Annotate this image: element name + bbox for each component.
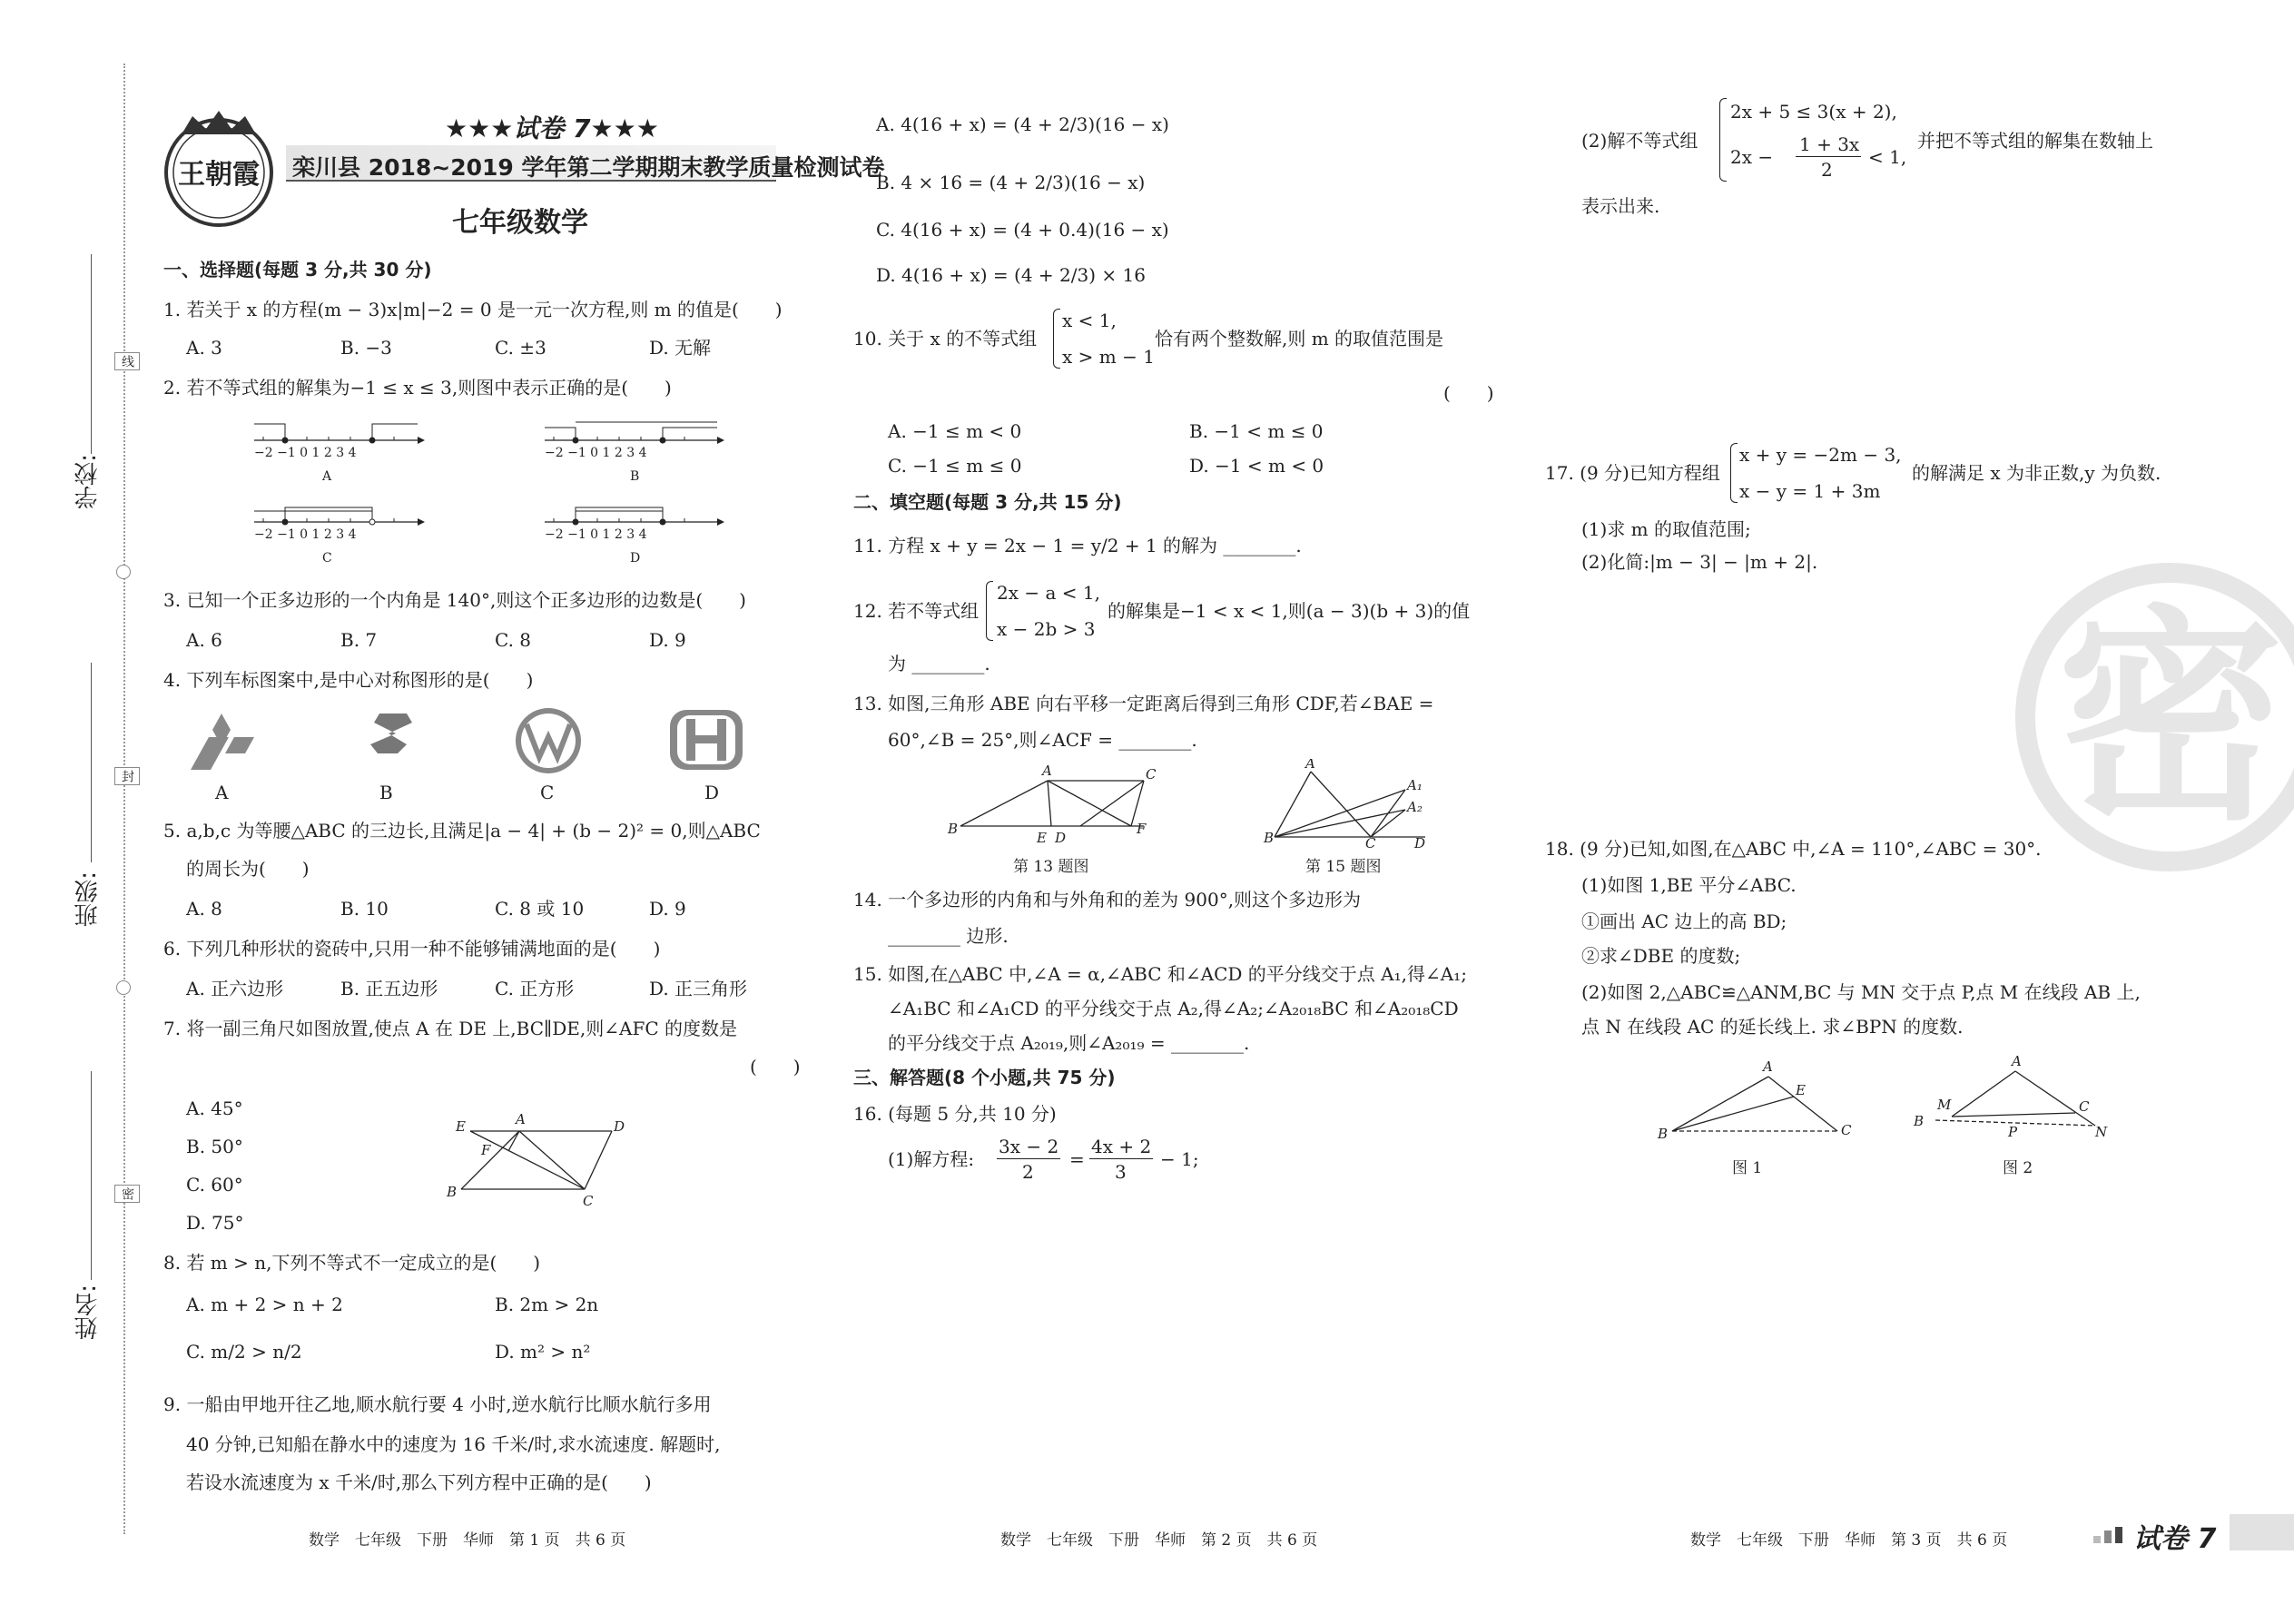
svg-text:E: E: [456, 1118, 466, 1135]
q16-system-2a: 2x −: [1730, 146, 1774, 168]
q12-brace: [986, 581, 993, 641]
q6-option-d: D. 正三角形: [649, 978, 748, 999]
q12-system-2: x − 2b > 3: [997, 618, 1096, 640]
fraction-bar: [997, 1158, 1060, 1159]
q16-system-frac-den: 2: [1821, 159, 1833, 181]
q16-tail: 并把不等式组的解集在数轴上: [1917, 130, 2153, 152]
q7-option-d: D. 75°: [186, 1212, 244, 1234]
q10-option-a: A. −1 ≤ m < 0: [888, 420, 1022, 442]
q16-frac1-num: 3x − 2: [999, 1136, 1059, 1157]
section-1-heading: 一、选择题(每题 3 分,共 30 分): [163, 259, 432, 281]
question-12: 12. 若不等式组: [853, 600, 980, 622]
question-2: 2. 若不等式组的解集为−1 ≤ x ≤ 3,则图中表示正确的是( ): [163, 377, 672, 399]
q5-option-c: C. 8 或 10: [495, 898, 585, 920]
svg-text:−2 −1 0 1 2 3 4: −2 −1 0 1 2 3 4: [254, 527, 357, 542]
footer-badge: 试卷 7: [2133, 1523, 2217, 1555]
q10-answer-paren: ( ): [1443, 382, 1494, 404]
q10-option-b: B. −1 < m ≤ 0: [1189, 420, 1324, 442]
q18-part-1b: ②求∠DBE 的度数;: [1581, 945, 1741, 967]
q7-option-b: B. 50°: [186, 1136, 243, 1157]
q9-option-d: D. 4(16 + x) = (4 + 2/3) × 16: [876, 264, 1146, 286]
q16-equals: =: [1069, 1148, 1085, 1170]
seal-mark-1: 线: [114, 352, 140, 370]
q5-option-b: B. 10: [340, 898, 389, 920]
q18-part-1: (1)如图 1,BE 平分∠ABC.: [1581, 874, 1797, 896]
svg-text:C: C: [1841, 1122, 1852, 1138]
svg-text:A: A: [1042, 763, 1052, 779]
q6-option-b: B. 正五边形: [340, 978, 438, 999]
svg-text:N: N: [2095, 1124, 2108, 1140]
q18-part-2-line-2: 点 N 在线段 AC 的延长线上. 求∠BPN 的度数.: [1581, 1016, 1964, 1038]
svg-text:F: F: [481, 1142, 491, 1158]
svg-text:B: B: [447, 1184, 458, 1200]
exam-title: 栾川县 2018~2019 学年第二学期期末教学质量检测试卷: [292, 154, 885, 181]
q18-figures: [1656, 1053, 2146, 1162]
question-7: 7. 将一副三角尺如图放置,使点 A 在 DE 上,BC∥DE,则∠AFC 的度数是: [163, 1018, 738, 1039]
q12-system-1: 2x − a < 1,: [997, 582, 1100, 604]
q16-frac2-den: 3: [1115, 1161, 1127, 1183]
svg-text:D: D: [614, 1118, 625, 1135]
binding-hole-icon: [116, 980, 131, 995]
name-label: 姓名:: [74, 1284, 102, 1340]
q1-option-d: D. 无解: [649, 337, 712, 359]
binding-dotted-line: [123, 64, 125, 1534]
svg-text:−2 −1 0 1 2 3 4: −2 −1 0 1 2 3 4: [254, 446, 357, 460]
svg-text:B: B: [948, 821, 959, 837]
q15-figure: [1262, 759, 1443, 850]
q8-option-b: B. 2m > 2n: [495, 1294, 599, 1315]
svg-text:A: A: [322, 469, 332, 484]
question-15-line-2: ∠A₁BC 和∠A₁CD 的平分线交于点 A₂,得∠A₂;∠A₂₀₁₈BC 和∠A₂₀₁₈CD: [888, 998, 1459, 1019]
q12-tail: 的解集是−1 < x < 1,则(a − 3)(b + 3)的值: [1108, 600, 1471, 622]
svg-text:C: C: [1146, 766, 1157, 782]
q2-number-lines: [245, 413, 790, 576]
q18-figure-1-caption: 图 1: [1732, 1159, 1763, 1177]
svg-text:D: D: [1055, 830, 1067, 844]
q9-option-b: B. 4 × 16 = (4 + 2/3)(16 − x): [876, 172, 1146, 193]
svg-text:M: M: [1937, 1097, 1952, 1113]
school-line: [91, 254, 92, 454]
question-14-line-1: 14. 一个多边形的内角和与外角和的差为 900°,则这个多边形为: [853, 889, 1362, 910]
svg-text:C: C: [583, 1193, 594, 1209]
svg-text:D: D: [1414, 835, 1426, 850]
q17-system-2: x − y = 1 + 3m: [1739, 480, 1881, 502]
question-9-line-2: 40 分钟,已知船在静水中的速度为 16 千米/时,求水流速度. 解题时,: [186, 1433, 721, 1455]
q10-system-2: x > m − 1: [1062, 346, 1155, 368]
svg-text:A: A: [2012, 1053, 2022, 1069]
svg-text:王朝霞: 王朝霞: [178, 159, 260, 191]
confidential-watermark: 密: [2015, 563, 2294, 871]
q3-option-b: B. 7: [340, 629, 378, 651]
question-16: 16. (每题 5 分,共 10 分): [853, 1103, 1057, 1125]
section-2-heading: 二、填空题(每题 3 分,共 15 分): [853, 491, 1122, 513]
question-8: 8. 若 m > n,下列不等式不一定成立的是( ): [163, 1252, 541, 1274]
q3-option-a: A. 6: [186, 629, 222, 651]
seal-mark-3: 密: [114, 1185, 140, 1203]
question-3: 3. 已知一个正多边形的一个内角是 140°,则这个正多边形的边数是( ): [163, 589, 746, 611]
q1-option-a: A. 3: [186, 337, 222, 359]
q17-brace: [1730, 443, 1738, 503]
question-11: 11. 方程 x + y = 2x − 1 = y/2 + 1 的解为 ________.: [853, 535, 1302, 556]
binding-hole-icon: [116, 565, 131, 579]
q16-system-2b: < 1,: [1868, 146, 1907, 168]
q4-car-logos: [182, 706, 763, 797]
q1-option-c: C. ±3: [495, 337, 546, 359]
svg-text:E: E: [1796, 1082, 1806, 1098]
q10-system-1: x < 1,: [1062, 310, 1117, 331]
question-1: 1. 若关于 x 的方程(m − 3)x|m|−2 = 0 是一元一次方程,则 m 的值是( ): [163, 299, 783, 320]
class-label: 班级:: [74, 871, 102, 927]
q5-option-a: A. 8: [186, 898, 222, 920]
q7-figure: [445, 1109, 635, 1209]
svg-text:C: C: [2079, 1098, 2090, 1115]
q16-eq-tail: − 1;: [1160, 1148, 1199, 1170]
q8-option-c: C. m/2 > n/2: [186, 1341, 302, 1363]
q17-tail: 的解满足 x 为非正数,y 为负数.: [1912, 462, 2161, 484]
q15-figure-caption: 第 15 题图: [1305, 858, 1382, 876]
q7-option-c: C. 60°: [186, 1174, 243, 1196]
paper-badge: ★★★试卷 7★★★: [445, 113, 659, 143]
question-14-line-2: ________ 边形.: [888, 925, 1009, 947]
q6-option-c: C. 正方形: [495, 978, 575, 999]
question-9-line-1: 9. 一船由甲地开往乙地,顺水航行要 4 小时,逆水航行比顺水航行多用: [163, 1393, 712, 1415]
q17-system-1: x + y = −2m − 3,: [1739, 444, 1902, 466]
class-line: [91, 663, 92, 862]
question-5-cont: 的周长为( ): [186, 858, 310, 880]
question-13-line-2: 60°,∠B = 25°,则∠ACF = ________.: [888, 729, 1197, 751]
q16-brace: [1719, 98, 1727, 182]
q9-option-a: A. 4(16 + x) = (4 + 2/3)(16 − x): [876, 113, 1169, 135]
svg-text:C: C: [1365, 835, 1376, 850]
q10-option-d: D. −1 < m < 0: [1189, 455, 1324, 477]
school-label: 学校:: [74, 454, 102, 509]
question-10: 10. 关于 x 的不等式组: [853, 328, 1038, 349]
q10-option-c: C. −1 ≤ m ≤ 0: [888, 455, 1022, 477]
q13-figure-caption: 第 13 题图: [1013, 858, 1089, 876]
question-15-line-1: 15. 如图,在△ABC 中,∠A = α,∠ABC 和∠ACD 的平分线交于点 A₁,得∠A₁;: [853, 963, 1467, 985]
footer-tab: [2230, 1514, 2294, 1550]
q18-part-2-line-1: (2)如图 2,△ABC≌△ANM,BC 与 MN 交于点 P,点 M 在线段 AB 上,: [1581, 981, 2141, 1003]
q7-option-a: A. 45°: [186, 1097, 243, 1119]
q10-brace: [1053, 309, 1060, 369]
q16-system-frac-num: 1 + 3x: [1799, 133, 1860, 155]
footer-page-3: 数学 七年级 下册 华师 第 3 页 共 6 页: [1690, 1531, 2008, 1550]
svg-text:A: A: [516, 1111, 526, 1127]
footer-page-2: 数学 七年级 下册 华师 第 2 页 共 6 页: [1000, 1531, 1318, 1550]
q16-frac1-den: 2: [1022, 1161, 1034, 1183]
question-15-line-3: 的平分线交于点 A₂₀₁₉,则∠A₂₀₁₉ = ________.: [888, 1032, 1250, 1054]
q4-label-b: B: [379, 782, 393, 803]
svg-text:B: B: [630, 469, 640, 484]
q12-cont: 为 ________.: [888, 653, 990, 674]
section-3-heading: 三、解答题(8 个小题,共 75 分): [853, 1067, 1116, 1088]
svg-text:B: B: [1914, 1113, 1925, 1129]
q16-part-1-label: (1)解方程:: [888, 1148, 975, 1170]
q8-option-a: A. m + 2 > n + 2: [186, 1294, 343, 1315]
seal-mark-2: 封: [114, 767, 140, 785]
q1-option-b: B. −3: [340, 337, 392, 359]
q7-answer-paren: ( ): [750, 1056, 801, 1078]
svg-text:A: A: [1763, 1058, 1773, 1075]
q4-label-a: A: [215, 782, 229, 803]
q16-part-2-label: (2)解不等式组: [1581, 130, 1698, 152]
svg-text:P: P: [2008, 1124, 2018, 1140]
q8-option-d: D. m² > n²: [495, 1341, 591, 1363]
q18-part-1a: ①画出 AC 边上的高 BD;: [1581, 910, 1787, 932]
svg-text:A₁: A₁: [1407, 777, 1423, 793]
question-9-line-3: 若设水流速度为 x 千米/时,那么下列方程中正确的是( ): [186, 1471, 652, 1493]
q17-part-1: (1)求 m 的取值范围;: [1581, 518, 1751, 540]
q13-figure: [944, 763, 1180, 844]
svg-text:C: C: [322, 551, 332, 566]
q10-tail: 恰有两个整数解,则 m 的取值范围是: [1155, 328, 1444, 349]
publisher-logo: [156, 107, 281, 232]
q16-frac2-num: 4x + 2: [1091, 1136, 1152, 1157]
footer-page-1: 数学 七年级 下册 华师 第 1 页 共 6 页: [309, 1531, 626, 1550]
question-6: 6. 下列几种形状的瓷砖中,只用一种不能够铺满地面的是( ): [163, 938, 661, 960]
svg-text:E: E: [1037, 830, 1047, 844]
svg-text:−2 −1 0 1 2 3 4: −2 −1 0 1 2 3 4: [545, 446, 647, 460]
footer-dots-icon: [2093, 1527, 2126, 1543]
question-17: 17. (9 分)已知方程组: [1545, 462, 1720, 484]
svg-text:A₂: A₂: [1407, 799, 1423, 815]
q3-option-d: D. 9: [649, 629, 686, 651]
question-13-line-1: 13. 如图,三角形 ABE 向右平移一定距离后得到三角形 CDF,若∠BAE =: [853, 693, 1434, 714]
q4-label-d: D: [704, 782, 720, 803]
question-18: 18. (9 分)已知,如图,在△ABC 中,∠A = 110°,∠ABC = 30°.: [1545, 838, 2042, 860]
question-5: 5. a,b,c 为等腰△ABC 的三边长,且满足|a − 4| + (b − 2)² = 0,则△ABC: [163, 820, 761, 842]
q16-tail-2: 表示出来.: [1581, 195, 1660, 217]
svg-text:B: B: [1658, 1126, 1669, 1142]
q4-label-c: C: [540, 782, 555, 803]
name-line: [91, 1071, 92, 1280]
svg-text:A: A: [1305, 759, 1315, 772]
q17-part-2: (2)化简:|m − 3| − |m + 2|.: [1581, 551, 1818, 573]
svg-text:F: F: [1137, 821, 1147, 837]
q9-option-c: C. 4(16 + x) = (4 + 0.4)(16 − x): [876, 219, 1169, 241]
svg-text:D: D: [630, 551, 641, 566]
question-4: 4. 下列车标图案中,是中心对称图形的是( ): [163, 669, 534, 691]
q3-option-c: C. 8: [495, 629, 532, 651]
svg-text:−2 −1 0 1 2 3 4: −2 −1 0 1 2 3 4: [545, 527, 647, 542]
q16-system-1: 2x + 5 ≤ 3(x + 2),: [1730, 101, 1897, 123]
svg-text:B: B: [1264, 830, 1275, 846]
q6-option-a: A. 正六边形: [186, 978, 284, 999]
q18-figure-2-caption: 图 2: [2003, 1159, 2033, 1177]
subject-title: 七年级数学: [452, 207, 588, 239]
fraction-bar: [1089, 1158, 1153, 1159]
fraction-bar: [1796, 156, 1861, 157]
q5-option-d: D. 9: [649, 898, 686, 920]
